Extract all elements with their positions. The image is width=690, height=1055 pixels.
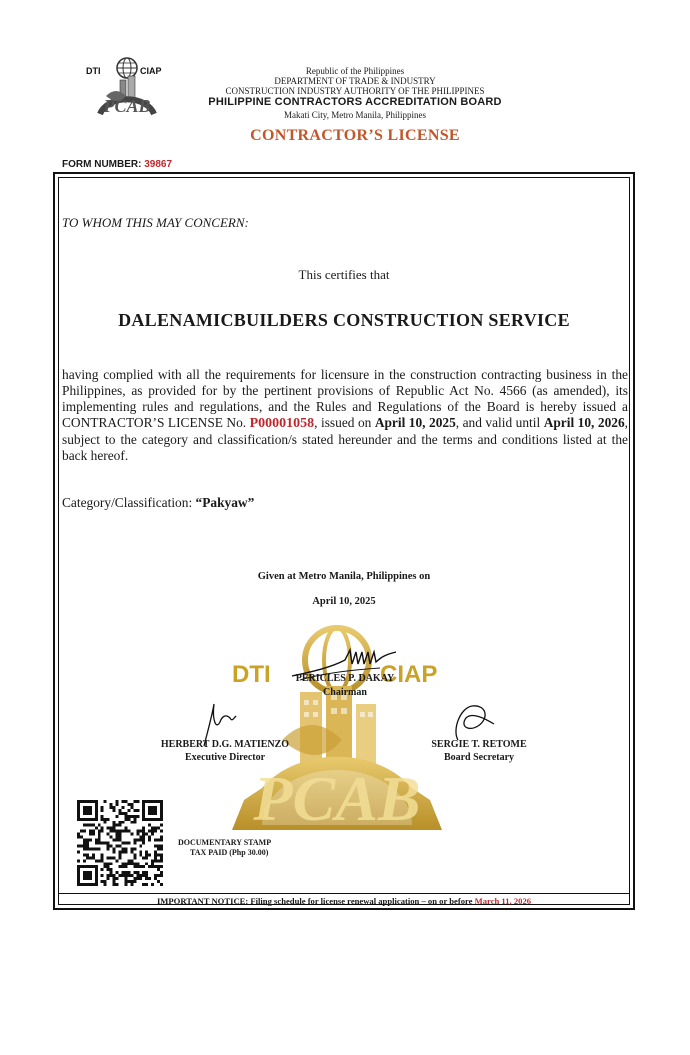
header-department: DEPARTMENT OF TRADE & INDUSTRY: [274, 76, 436, 86]
pcab-logo: [82, 54, 172, 126]
chairman-name: PERICLES P. DAKAY: [295, 673, 395, 684]
form-number: [62, 159, 172, 170]
license-paragraph: [62, 367, 628, 464]
issued-date: April 10, 2025: [374, 415, 456, 430]
paragraph-part-3: , and valid until: [455, 415, 544, 430]
category-line: [62, 495, 254, 511]
executive-director-name: HERBERT D.G. MATIENZO: [160, 739, 290, 750]
board-secretary-name: SERGIE T. RETOME: [431, 739, 527, 750]
qr-code[interactable]: [77, 800, 163, 886]
valid-until-date: April 10, 2026: [543, 415, 625, 430]
given-at: Given at Metro Manila, Philippines on: [257, 571, 431, 582]
important-notice: [58, 896, 630, 906]
notice-divider: [58, 893, 630, 894]
document-title: CONTRACTOR’S LICENSE: [250, 127, 460, 144]
header-republic: Republic of the Philippines: [305, 66, 405, 76]
documentary-stamp-label: DOCUMENTARY STAMP: [178, 838, 272, 847]
notice-text: Filing schedule for license renewal application – on or before: [248, 896, 475, 906]
certifies-line: This certifies that: [298, 267, 390, 282]
form-number-value: 39867: [144, 159, 173, 170]
watermark-ciap-text: CIAP: [380, 661, 438, 688]
svg-text:PCAB: PCAB: [103, 96, 151, 116]
header-authority: CONSTRUCTION INDUSTRY AUTHORITY OF THE PHILIPPINES: [225, 86, 485, 96]
paragraph-part-2: , issued on: [314, 415, 375, 430]
license-number: P00001058: [249, 416, 315, 431]
executive-director-role: Executive Director: [184, 752, 266, 763]
header-board: PHILIPPINE CONTRACTORS ACCREDITATION BOARD: [208, 96, 502, 108]
form-number-label: FORM NUMBER:: [62, 159, 142, 170]
category-label: Category/Classification:: [62, 495, 196, 510]
notice-label: IMPORTANT NOTICE:: [156, 896, 249, 906]
logo-dti-label: DTI: [86, 66, 101, 76]
company-name: DALENAMICBUILDERS CONSTRUCTION SERVICE: [118, 310, 570, 330]
category-value: “Pakyaw”: [195, 495, 255, 510]
notice-deadline: March 11, 2026: [474, 896, 532, 906]
logo-ciap-label: CIAP: [140, 66, 162, 76]
given-date: April 10, 2025: [312, 596, 376, 607]
salutation: TO WHOM THIS MAY CONCERN:: [62, 215, 249, 230]
paragraph-part-4: , subject to the category and classification/s stated hereunder and the terms and conditions listed at the back hereof.: [62, 415, 629, 463]
documentary-stamp-amount: TAX PAID (Php 30.00): [190, 848, 269, 857]
header-address: Makati City, Metro Manila, Philippines: [284, 110, 426, 120]
paragraph-part-1: having complied with all the requirements for licensure in the construction contracting business in the Philippines, as provided for by the pertinent provisions of Republic Act No. 4566 (as amended), its implementing rules and regulations, and the Rules and Regulations of the Board is hereby issued a CONTRACTOR’S LICENSE No.: [62, 367, 628, 430]
chairman-role: Chairman: [323, 687, 367, 698]
watermark-dti-text: DTI: [232, 661, 271, 688]
svg-text:PCAB: PCAB: [253, 763, 421, 834]
board-secretary-role: Board Secretary: [443, 752, 515, 763]
